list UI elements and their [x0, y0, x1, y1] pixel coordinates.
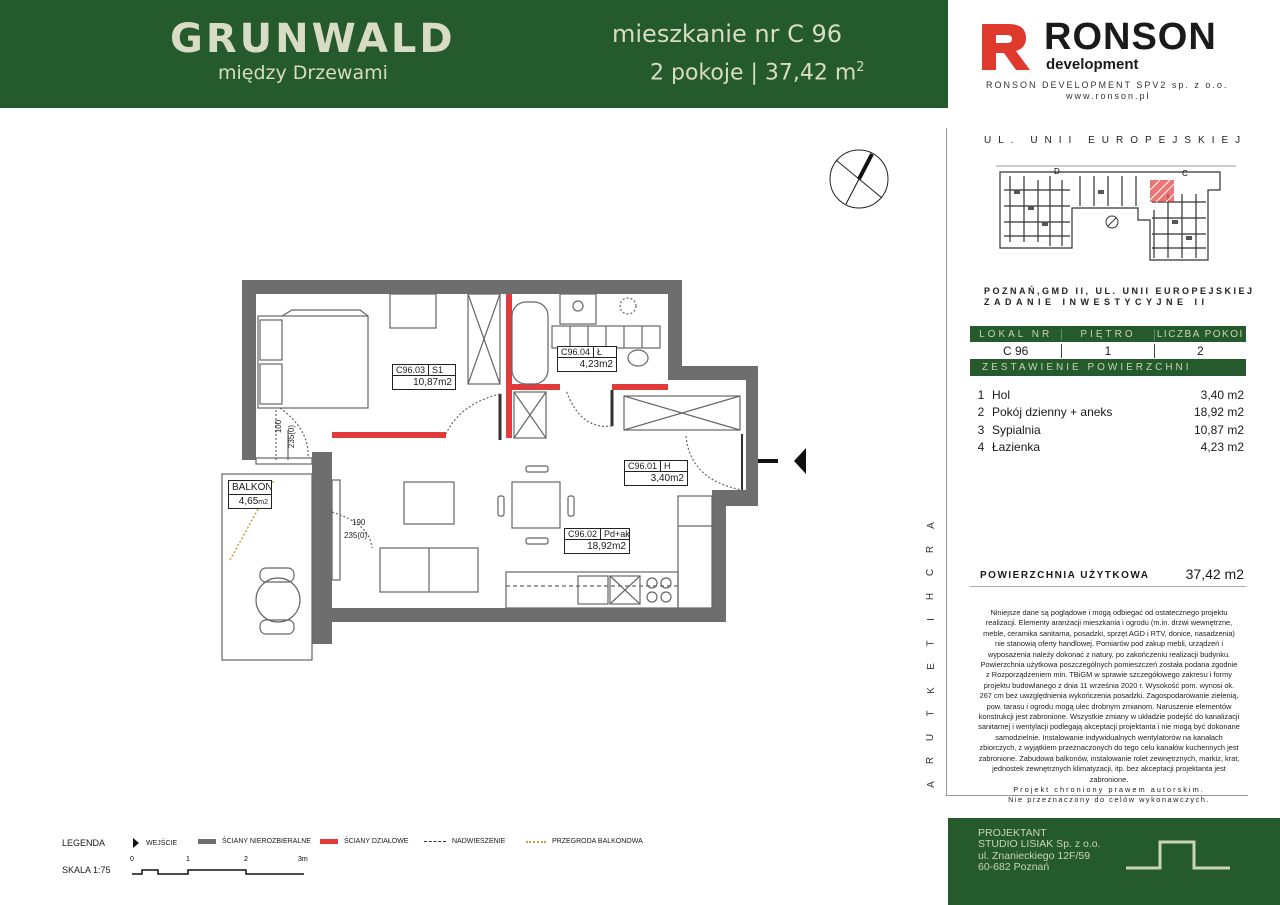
unit-table-header — [970, 326, 1246, 342]
vertical-letter: R — [925, 757, 937, 765]
wall-east-upper — [668, 280, 682, 380]
unit-table-row — [970, 342, 1246, 360]
area-name: Pokój dzienny + aneks — [992, 405, 1113, 420]
wall-east-lower — [712, 490, 726, 620]
room-type: S1 — [432, 365, 444, 375]
apartment-summary — [650, 60, 865, 85]
balcony-table — [256, 578, 300, 622]
partition-wall-swatch — [320, 839, 338, 844]
room-area: 3,40m2 — [650, 473, 684, 484]
header-rooms: LICZBA POKOI — [1156, 328, 1244, 340]
scale-bar — [128, 852, 328, 878]
header-floor: PIĘTRO — [1062, 329, 1154, 340]
legend-label: PRZEGRODA BALKONOWA — [552, 838, 643, 845]
room-area: 10,87m2 — [413, 377, 452, 388]
wall-north — [242, 280, 682, 294]
company-name: RONSON DEVELOPMENT SPV2 sp. z o.o. — [986, 80, 1229, 90]
room-code: C96.02 — [565, 529, 601, 539]
dimension-label: 235(0) — [344, 531, 368, 540]
balcony-area: 4,65 — [238, 496, 259, 507]
usable-area-value: 37,42 m2 — [1185, 566, 1244, 582]
coffee-table — [404, 482, 454, 524]
area-no: 4 — [977, 440, 985, 455]
area-value: 10,87 m2 — [1193, 422, 1244, 437]
area-no: 3 — [977, 422, 985, 437]
address-line-2: ZADANIE INWESTYCYJNE II — [984, 297, 1209, 307]
developer-sub: development — [1046, 56, 1139, 73]
room-type: H — [664, 461, 671, 471]
room-code: C96.04 — [558, 347, 594, 357]
room-code: C96.01 — [625, 461, 661, 471]
floor-plan — [220, 140, 820, 670]
area-value: 3,40 m2 — [1200, 387, 1244, 402]
scale-tick: 1 — [186, 856, 190, 863]
key-plan-label-c: C — [1182, 169, 1188, 178]
room-label-living — [564, 528, 630, 554]
wall-hall-north — [668, 366, 758, 380]
partition-wall — [612, 384, 668, 390]
street-name: UL. UNII EUROPEJSKIEJ — [984, 135, 1248, 146]
washing-machine — [620, 298, 636, 314]
ronson-logo-icon — [980, 22, 1034, 72]
kitchen-counter — [506, 572, 678, 608]
dimension-label: 190 — [352, 518, 366, 527]
disclaimer — [978, 608, 1240, 806]
list-item — [970, 421, 1244, 439]
legend-title: LEGENDA — [62, 838, 106, 848]
vertical-label-architektura — [924, 520, 938, 790]
scale-label: SKALA 1:75 — [62, 865, 111, 875]
room-area: 4,23m2 — [579, 359, 613, 370]
fridge — [678, 496, 712, 608]
balcony-name: BALKON — [229, 481, 271, 495]
scale-tick: 3m — [298, 856, 308, 863]
area-summary-header: ZESTAWIENIE POWIERZCHNI — [970, 360, 1246, 376]
bed — [258, 316, 368, 408]
vertical-letter: A — [925, 522, 937, 529]
legend-entry — [320, 838, 408, 845]
vertical-letter: T — [925, 640, 937, 647]
brand-subtitle: między Drzewami — [218, 62, 388, 84]
key-plan-label-d: D — [1054, 167, 1060, 176]
legend-label: ŚCIANY NIEROZBIERALNE — [222, 838, 311, 845]
legend-label: WEJŚCIE — [146, 839, 178, 847]
legend-entry — [132, 838, 177, 848]
header-unit-no: LOKAL NR — [970, 329, 1062, 340]
partition-wall — [332, 432, 446, 438]
room-type: Pd+ak — [604, 529, 630, 539]
area-name: Hol — [992, 387, 1011, 402]
unit-table — [970, 326, 1246, 376]
apartment-title: mieszkanie nr C 96 — [612, 20, 843, 48]
website-link[interactable]: www.ronson.pl — [1066, 91, 1151, 101]
balcony-partition-swatch — [526, 841, 546, 843]
room-label-balcony — [228, 480, 272, 509]
scale-tick: 0 — [130, 856, 134, 863]
area-no: 1 — [977, 387, 985, 402]
legend-label: ŚCIANY DZIAŁOWE — [344, 838, 409, 845]
dining-table — [512, 482, 560, 528]
divider — [970, 586, 1246, 587]
area-value: 18,92 m2 — [1193, 405, 1244, 420]
wall-south — [312, 608, 726, 622]
list-item — [970, 404, 1244, 422]
desk — [390, 294, 436, 328]
header-bar — [0, 0, 948, 108]
list-item — [970, 439, 1244, 457]
designer-street: ul. Znanieckiego 12F/59 — [978, 849, 1091, 862]
vertical-letter: T — [925, 710, 937, 717]
balcony-area-unit: m2 — [258, 499, 268, 506]
room-type: Ł — [597, 347, 603, 357]
room-label-hall — [624, 460, 688, 486]
disclaimer-not-executive: Nie przeznaczony do celów wykonawczych. — [1008, 795, 1210, 805]
list-item — [970, 386, 1244, 404]
legend-label: NADWIESZENIE — [452, 838, 506, 845]
room-area: 18,92m2 — [587, 541, 626, 552]
vertical-letter: A — [925, 781, 937, 788]
rooms-value: 2 — [1196, 343, 1204, 358]
vertical-letter: K — [925, 686, 937, 694]
bearing-wall-swatch — [198, 839, 216, 844]
room-label-bathroom — [557, 346, 617, 372]
disclaimer-text: Niniejsze dane są poglądowe i mogą odbiegać od ostatecznego projektu realizacji. Elementy aranżacji mieszkania i ogrodu (m.in. drzwi wewnętrzne, meble, ceramika sanitarna, posadzki, sprzęt AGD i RTV, donice, nasadzenia) nie stanowią oferty handlowej. Pomiarów pod zakup mebli, urządzeń i wyposażenia należy dokonać z natury, po zakończeniu realizacji budynku. Powierzchnia użytkowa poszczególnych pomieszczeń została podana zgodnie z Rozporządzeniem min. TBiGM w sprawie szczegółowego zakresu i formy projektu budowlanego z dnia 11 września 2020 r. Wysokość pom. wynosi ok. 267 cm bez uwzględnienia wykończenia posadzki. Zagospodarowanie zielenią, pow. tarasu i ogrodu mogą ulec drobnym zmianom. Naruszenie elementów konstrukcji jest zabronione. Wszystkie zmiany w układzie podejść do kanalizacji sanitarnej i wentylacji podlegają akceptacji projektanta i nie mogą być dokonane samodzielnie. Instalowanie indywidualnych wentylatorów na kanałach zbiorczych, z wyjątkiem przeznaczonych do tego celu kanałów kuchennych jest zabronione. Zabudowa balkonów, instalowanie rolet zewnętrznych, markiz, krat, jednostek zewnętrznych klimatyzacji, itp. bez akceptacji projektanta jest zabronione. — [978, 608, 1240, 784]
room-code: C96.03 — [393, 365, 429, 375]
usable-area-label: POWIERZCHNIA UŻYTKOWA — [980, 570, 1150, 581]
area-value: 4,23 m2 — [1200, 440, 1244, 455]
developer-name: RONSON — [1044, 16, 1217, 58]
area-unit-sup: 2 — [856, 60, 865, 75]
unit-no-value: C 96 — [970, 344, 1062, 358]
vertical-letter: R — [925, 545, 937, 553]
toilet — [628, 350, 648, 366]
studio-logo-icon — [1124, 838, 1232, 872]
area-name: Sypialnia — [992, 422, 1041, 437]
apartment-rooms-area: 2 pokoje | 37,42 m — [650, 60, 857, 86]
dimension-label: 100 — [274, 419, 284, 434]
brand-title: GRUNWALD — [170, 16, 456, 62]
vertical-letter: C — [925, 568, 937, 577]
compass-icon — [828, 148, 890, 210]
designer-name: STUDIO LISIAK Sp. z o.o. — [978, 838, 1101, 851]
area-name: Łazienka — [992, 440, 1041, 455]
disclaimer-copyright: Projekt chroniony prawem autorskim. — [1013, 784, 1205, 794]
partition-wall — [506, 294, 512, 438]
area-no: 2 — [977, 405, 985, 420]
area-list — [970, 386, 1244, 456]
key-plan — [990, 150, 1240, 272]
partition-wall — [506, 384, 560, 390]
bathtub — [512, 302, 548, 384]
wall-west-bedroom — [242, 280, 256, 460]
kitchen-sink — [578, 576, 608, 604]
dimension-label: 235(0) — [287, 424, 297, 449]
vertical-letter: I — [925, 618, 937, 622]
washbasin — [560, 294, 596, 324]
vertical-letter: U — [925, 733, 937, 741]
vertical-letter: E — [925, 663, 937, 671]
legend-entry — [424, 838, 505, 845]
overhang-swatch — [424, 841, 446, 842]
designer-city: 60-682 Poznań — [978, 861, 1050, 874]
designer-title: PROJEKTANT — [978, 827, 1047, 839]
legend-entry — [526, 838, 643, 845]
entry-arrow-icon — [132, 838, 140, 848]
wall-column — [312, 580, 332, 644]
designer-info — [978, 828, 1101, 874]
vertical-letter: H — [925, 592, 937, 600]
floor-value: 1 — [1062, 344, 1154, 358]
address-line-1: POZNAŃ,GMD II, UL. UNII EUROPEJSKIEJ — [984, 286, 1255, 296]
scale-tick: 2 — [244, 856, 248, 863]
legend-entry — [198, 838, 311, 845]
entrance-arrow-icon — [756, 446, 808, 476]
room-label-bedroom — [392, 364, 456, 390]
